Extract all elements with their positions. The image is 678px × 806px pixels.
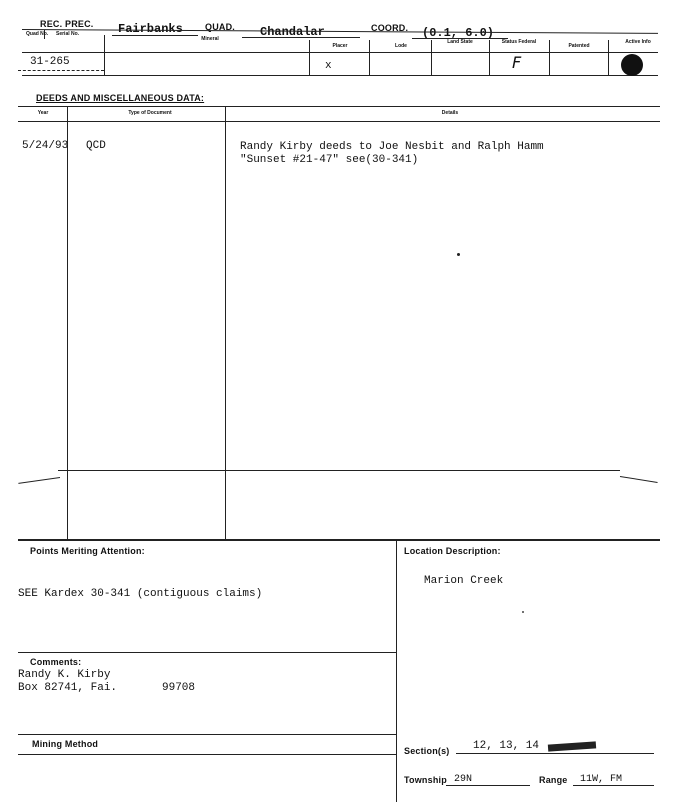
comments-line1: Randy K. Kirby bbox=[18, 669, 111, 681]
col-divider bbox=[489, 40, 490, 75]
coord-value: (0.1, 6.0) bbox=[422, 26, 495, 40]
bottom-section-rule bbox=[18, 539, 660, 541]
mining-top-rule bbox=[18, 734, 396, 735]
section-label: Section(s) bbox=[404, 746, 450, 756]
quad-serial-value: 31-265 bbox=[30, 56, 70, 68]
location-label: Location Description: bbox=[404, 546, 501, 556]
deeds-header-rule bbox=[18, 121, 660, 122]
township-underline bbox=[446, 785, 530, 786]
section-underline bbox=[456, 753, 654, 754]
quad-serial-underline bbox=[18, 70, 104, 71]
rec-prec-underline bbox=[112, 35, 198, 36]
quad-label: QUAD. bbox=[205, 22, 235, 32]
col-header-serial-no: Serial No. bbox=[56, 31, 80, 37]
col-divider bbox=[369, 40, 370, 75]
col-divider bbox=[549, 40, 550, 75]
deed-details-line1: Randy Kirby deeds to Joe Nesbit and Ralph Hamm bbox=[240, 141, 544, 153]
deeds-top-rule bbox=[18, 106, 660, 107]
deed-type: QCD bbox=[86, 140, 106, 152]
deed-details-line2: "Sunset #21-47" see(30-341) bbox=[240, 154, 419, 166]
comments-label: Comments: bbox=[30, 657, 82, 667]
year-type-divider bbox=[67, 107, 68, 539]
col-header-quad-no: Quad No. bbox=[26, 31, 49, 37]
placer-mark: x bbox=[325, 60, 332, 72]
fold-line-right bbox=[620, 476, 658, 483]
col-header-mineral: Mineral bbox=[201, 36, 219, 42]
col-header-year: Year bbox=[37, 110, 49, 116]
fold-line-left bbox=[18, 477, 60, 484]
active-dot-icon bbox=[621, 54, 643, 76]
range-underline bbox=[573, 785, 654, 786]
speck bbox=[457, 253, 460, 256]
col-header-details: Details bbox=[441, 110, 459, 116]
col-header-placer: Placer bbox=[332, 43, 348, 49]
comments-zip: 99708 bbox=[162, 682, 196, 694]
range-label: Range bbox=[539, 775, 568, 785]
speck bbox=[522, 611, 524, 613]
header-mid-rule bbox=[22, 52, 658, 53]
mining-method-label: Mining Method bbox=[32, 739, 99, 749]
location-value: Marion Creek bbox=[424, 575, 504, 587]
comments-line2: Box 82741, Fai. bbox=[18, 682, 118, 694]
deeds-section-title: DEEDS AND MISCELLANEOUS DATA: bbox=[36, 93, 205, 103]
fold-line bbox=[58, 470, 620, 471]
quad-value: Chandalar bbox=[260, 25, 325, 39]
status-mark: F bbox=[512, 53, 522, 72]
col-divider bbox=[608, 40, 609, 75]
comments-top-rule bbox=[18, 652, 396, 653]
range-value: 11W, FM bbox=[580, 774, 623, 785]
col-divider bbox=[104, 35, 105, 75]
mining-bottom-rule bbox=[18, 754, 396, 755]
col-divider bbox=[309, 40, 310, 75]
col-header-lode: Lode bbox=[395, 43, 407, 49]
col-header-active-info: Active Info bbox=[625, 39, 651, 45]
rec-prec-label: REC. PREC. bbox=[40, 19, 94, 29]
col-header-land-state: Land State bbox=[447, 39, 473, 45]
township-value: 29N bbox=[454, 774, 473, 785]
col-header-patented: Patented bbox=[568, 43, 590, 49]
points-text: SEE Kardex 30-341 (contiguous claims) bbox=[18, 588, 263, 600]
strike-scribble bbox=[548, 741, 596, 751]
bottom-center-divider bbox=[396, 540, 397, 802]
col-header-status-federal: Status Federal bbox=[501, 39, 537, 45]
col-header-type: Type of Document bbox=[128, 110, 172, 116]
township-label: Township bbox=[404, 775, 447, 785]
section-value: 12, 13, 14 bbox=[473, 740, 540, 752]
col-divider bbox=[431, 40, 432, 75]
rec-prec-value: Fairbanks bbox=[118, 22, 183, 36]
quad-underline bbox=[242, 37, 360, 38]
type-details-divider bbox=[225, 107, 226, 539]
header-bottom-rule bbox=[22, 75, 658, 76]
deed-year: 5/24/93 bbox=[22, 140, 69, 152]
coord-label: COORD. bbox=[371, 23, 409, 33]
points-label: Points Meriting Attention: bbox=[30, 546, 145, 556]
